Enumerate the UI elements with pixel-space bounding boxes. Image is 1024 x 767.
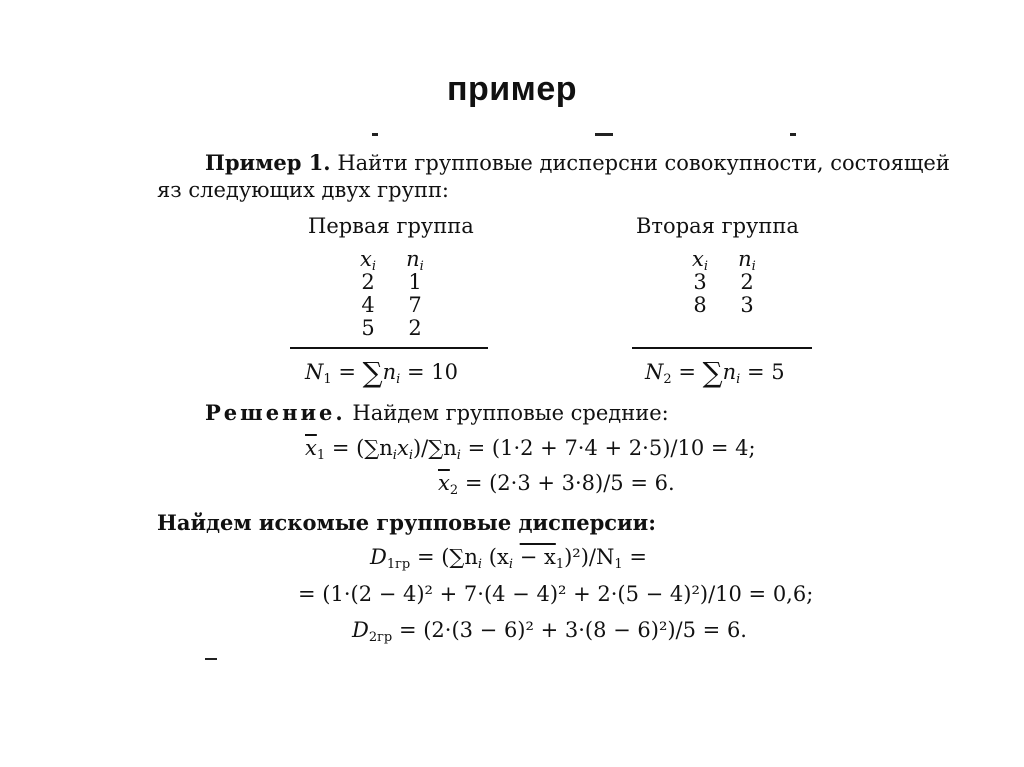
solution-label: Решение.	[205, 400, 346, 425]
group1-row-1-n: 1	[408, 270, 422, 294]
scan-artifact	[205, 658, 217, 660]
group1-total-rule	[290, 347, 488, 349]
scan-artifact	[790, 133, 796, 136]
example-text-2: яз следующих двух групп:	[157, 178, 450, 202]
group1-title: Первая группа	[308, 214, 474, 238]
example-line-1	[205, 150, 950, 175]
group2-col-x: $x_i$	[691, 247, 708, 274]
group1-row-2-n: 7	[408, 293, 422, 317]
group1-total: $N_1 = \sum n_i = 10$	[305, 356, 459, 389]
group1-col-n: $n_i$	[406, 247, 424, 274]
group1-row-1-x: 2	[361, 270, 375, 294]
group2-row-1-n: 2	[740, 270, 754, 294]
solution-line	[205, 400, 669, 425]
example-text-1: Найти групповые дисперсни совокупности, состоящей	[337, 151, 950, 175]
group1-row-3-n: 2	[408, 316, 422, 340]
group1-row-2-x: 4	[361, 293, 375, 317]
group2-row-1-x: 3	[693, 270, 707, 294]
group1-col-x: $x_i$	[359, 247, 376, 274]
group2-title: Вторая группа	[636, 214, 799, 238]
example-line-2	[157, 178, 449, 202]
scan-artifact	[372, 133, 378, 136]
dispersion-equation-1: $D_{1гр} = (\sum n_i$ $(x_i - x_1)^2)/N_1$ =	[370, 545, 647, 572]
solution-text: Найдем групповые средние:	[352, 401, 669, 425]
dispersion-equation-2: $D_{2гр} = (2\cdot(3 - 6)^2 + 3\cdot(8 - 6)^2)/5 = 6$.	[352, 618, 747, 645]
mean-equation-2: $\overline{x}_2 = (2\cdot 3 + 3\cdot 8)/5 = 6$.	[438, 471, 675, 498]
example-heading: Пример 1.	[205, 150, 331, 175]
mean-equation-1: $\overline{x}_1 = (\sum n_ix_i)/\sum n_i = (1\cdot 2 + 7\cdot 4 + 2\cdot 5)/10 = 4$;	[305, 436, 756, 463]
scan-artifact	[595, 133, 613, 136]
group2-total: $N_2 = \sum n_i = 5$	[645, 356, 785, 389]
group2-col-n: $n_i$	[738, 247, 756, 274]
slide-title: пример	[446, 70, 578, 108]
group1-row-3-x: 5	[361, 316, 375, 340]
dispersion-heading: Найдем искомые групповые дисперсии:	[157, 510, 656, 535]
group2-total-rule	[632, 347, 812, 349]
group2-row-2-x: 8	[693, 293, 707, 317]
dispersion-equation-1b: = (1·(2 − 4)² + 7·(4 − 4)² + 2·(5 − 4)²)/10 = 0,6;	[298, 582, 814, 606]
group2-row-2-n: 3	[740, 293, 754, 317]
